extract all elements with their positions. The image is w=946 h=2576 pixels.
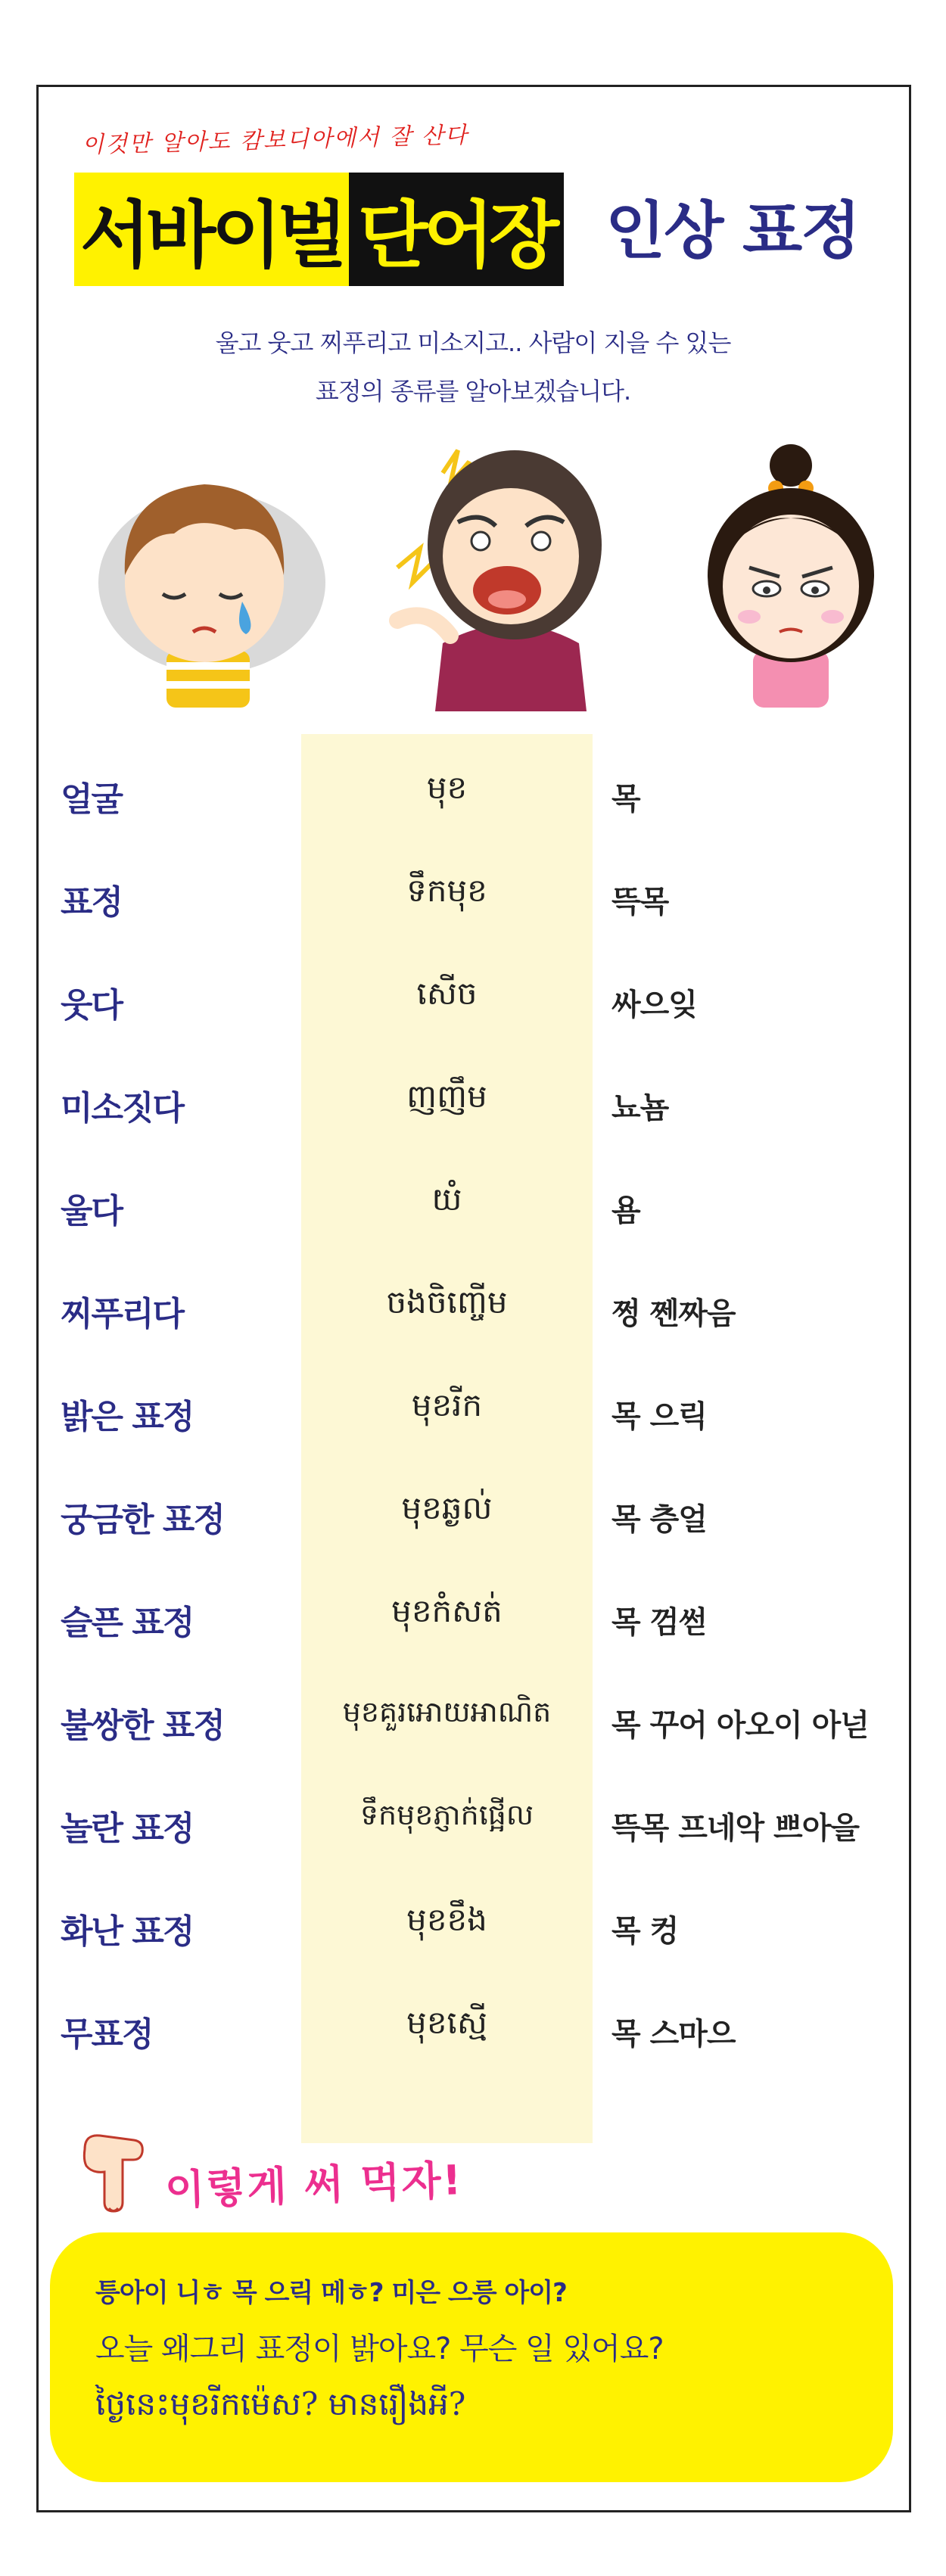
usage-callout: 이렇게 써 먹자! (164, 2156, 464, 2214)
khmer-word: ចងចិញ្ចើម (386, 1283, 508, 1321)
pronunciation: 욤 (611, 1193, 640, 1228)
pronunciation: 뜩목 (611, 885, 669, 919)
korean-word: 화난 표정 (61, 1912, 194, 1951)
pointing-hand-icon (70, 2126, 153, 2217)
angry-woman-illustration (382, 431, 639, 711)
khmer-word: មុខស្មើ (406, 2004, 487, 2041)
pronunciation: 싸으잊 (611, 988, 697, 1022)
topic-title: 인상 표정 (605, 195, 860, 267)
khmer-word: មុខ (426, 769, 468, 806)
tagline: 이것만 알아도 캄보디아에서 잘 산다 (81, 122, 469, 159)
khmer-word: មុខកំសត់ (391, 1592, 503, 1629)
korean-word: 얼굴 (61, 780, 123, 819)
pronunciation: 목 층얼 (611, 1502, 707, 1537)
vocab-row (0, 1264, 946, 1367)
korean-word: 밝은 표정 (61, 1398, 194, 1436)
example-pronunciation: 틍아이 니ㅎ 목 으릭 메ㅎ? 미은 으릉 아이? (95, 2278, 567, 2308)
korean-word: 불쌍한 표정 (61, 1706, 224, 1745)
korean-word: 궁금한 표정 (61, 1501, 224, 1539)
vocab-row (0, 955, 946, 1058)
vocab-row (0, 1984, 946, 2087)
pronunciation: 목 컹 (611, 1914, 679, 1949)
khmer-word: សើច (416, 975, 478, 1012)
vocab-row (0, 1881, 946, 1984)
korean-word: 표정 (61, 883, 123, 922)
vocab-row (0, 1675, 946, 1778)
khmer-word: មុខឆ្ងល់ (401, 1489, 493, 1526)
korean-word: 울다 (61, 1192, 123, 1230)
korean-word: 웃다 (61, 986, 123, 1025)
khmer-word: មុខខឹង (406, 1901, 487, 1938)
korean-word: 미소짓다 (61, 1089, 184, 1128)
pronunciation: 뇨뇸 (611, 1090, 669, 1125)
vocab-row (0, 1161, 946, 1264)
pronunciation: 뜩목 프네악 쁘아을 (611, 1811, 859, 1846)
khmer-word: មុខរីក (411, 1386, 483, 1423)
pronunciation: 목 (611, 782, 640, 817)
pronunciation: 쩡 쩬짜음 (611, 1296, 736, 1331)
intro-line-2: 표정의 종류를 알아보겠습니다. (315, 377, 631, 406)
title-part-1: 서바이벌 (74, 173, 349, 286)
vocab-row (0, 852, 946, 955)
khmer-word: មុខគួរអោយអាណិត (342, 1695, 552, 1728)
example-box (50, 2232, 893, 2482)
khmer-word: ទឹកមុខ (406, 872, 487, 909)
korean-word: 슬픈 표정 (61, 1604, 194, 1642)
pronunciation: 목 꾸어 아오이 아넏 (611, 1708, 869, 1743)
pronunciation: 목 껌썯 (611, 1605, 707, 1640)
pronunciation: 목 으릭 (611, 1399, 707, 1434)
korean-word: 찌푸리다 (61, 1295, 184, 1333)
vocab-row (0, 1470, 946, 1573)
vocab-row (0, 749, 946, 852)
khmer-word: ទឹកមុខភ្ញាក់ផ្អើល (359, 1798, 534, 1831)
korean-word: 무표정 (61, 2015, 153, 2054)
vocab-row (0, 1367, 946, 1470)
korean-word: 놀란 표정 (61, 1809, 194, 1848)
intro-line-1: 울고 웃고 찌푸리고 미소지고.. 사람이 지을 수 있는 (215, 328, 731, 357)
title-block (74, 173, 564, 286)
title-part-2: 단어장 (349, 173, 564, 286)
crying-boy-illustration (83, 431, 325, 711)
khmer-word: យំ (431, 1181, 462, 1218)
vocab-row (0, 1573, 946, 1675)
example-korean: 오늘 왜그리 표정이 밝아요? 무슨 일 있어요? (95, 2332, 664, 2366)
vocab-row (0, 1778, 946, 1881)
pronunciation: 목 스마으 (611, 2017, 736, 2052)
khmer-word: ញញឹម (406, 1078, 487, 1115)
example-khmer: ថ្ងៃនេះមុខរីកម៉េស? មានរឿងអី? (95, 2385, 466, 2422)
vocab-row (0, 1058, 946, 1161)
frowning-girl-illustration (685, 431, 897, 711)
